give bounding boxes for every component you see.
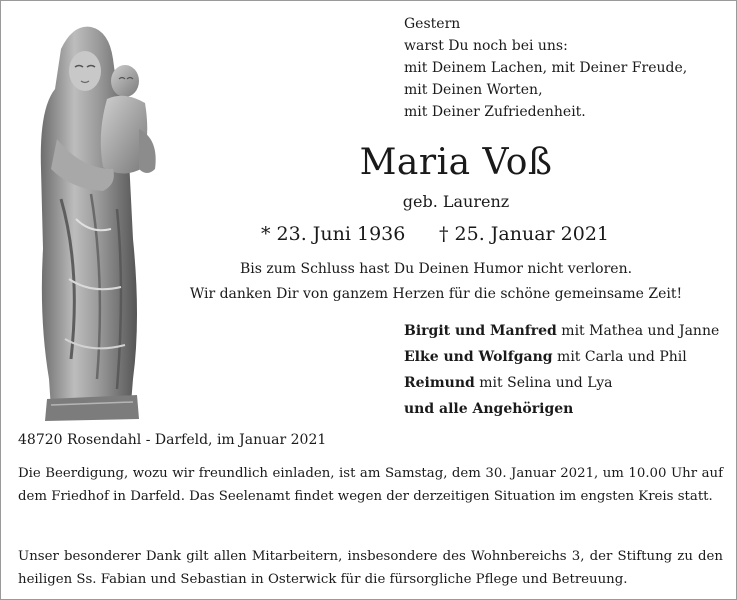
mourner-entry [404, 318, 734, 344]
madonna-statue-image [21, 19, 171, 424]
mourner-entry [404, 396, 734, 422]
mourner-entry [404, 370, 734, 396]
mourner-extra: mit Carla und Phil [552, 349, 687, 365]
mourners-list [404, 318, 734, 422]
mourner-extra: mit Selina und Lya [474, 375, 613, 391]
poem-line: Gestern [404, 16, 461, 32]
birth-name: geb. Laurenz [402, 192, 510, 211]
deceased-name: Maria Voß [359, 142, 553, 183]
mourner-names: und alle Angehörigen [404, 401, 574, 417]
poem-line: mit Deinem Lachen, mit Deiner Freude, [404, 60, 688, 76]
mourner-names: Elke und Wolfgang [404, 349, 553, 365]
mourner-extra: mit Mathea und Janne [556, 323, 720, 339]
funeral-info: Die Beerdigung, wozu wir freundlich einladen, ist am Samstag, dem 30. Januar 2021, um 10.00 Uhr auf dem Friedhof in Darfeld. Das Seelenamt findet wegen der derzeitigen Situation im engsten Kreis statt. [18, 466, 723, 504]
poem-line: mit Deiner Zufriedenheit. [404, 104, 586, 120]
mourner-names: Reimund [404, 375, 475, 391]
death-date: † 25. Januar 2021 [439, 223, 610, 245]
farewell-quote [161, 257, 711, 307]
mourner-names: Birgit und Manfred [404, 323, 557, 339]
thanks-note: Unser besonderer Dank gilt allen Mitarbeitern, insbesondere des Wohnbereichs 3, der Stiftung zu den heiligen Ss. Fabian und Sebastian in Osterwick für die fürsorgliche Pflege und Betreuung. [18, 549, 723, 587]
quote-line: Wir danken Dir von ganzem Herzen für die schöne gemeinsame Zeit! [189, 286, 683, 302]
place-and-date: 48720 Rosendahl - Darfeld, im Januar 2021 [18, 432, 327, 448]
poem [404, 13, 724, 123]
birth-date: * 23. Juni 1936 [261, 223, 406, 245]
poem-line: mit Deinen Worten, [404, 82, 543, 98]
poem-line: warst Du noch bei uns: [404, 38, 568, 54]
quote-line: Bis zum Schluss hast Du Deinen Humor nicht verloren. [239, 261, 633, 277]
mourner-entry [404, 344, 734, 370]
